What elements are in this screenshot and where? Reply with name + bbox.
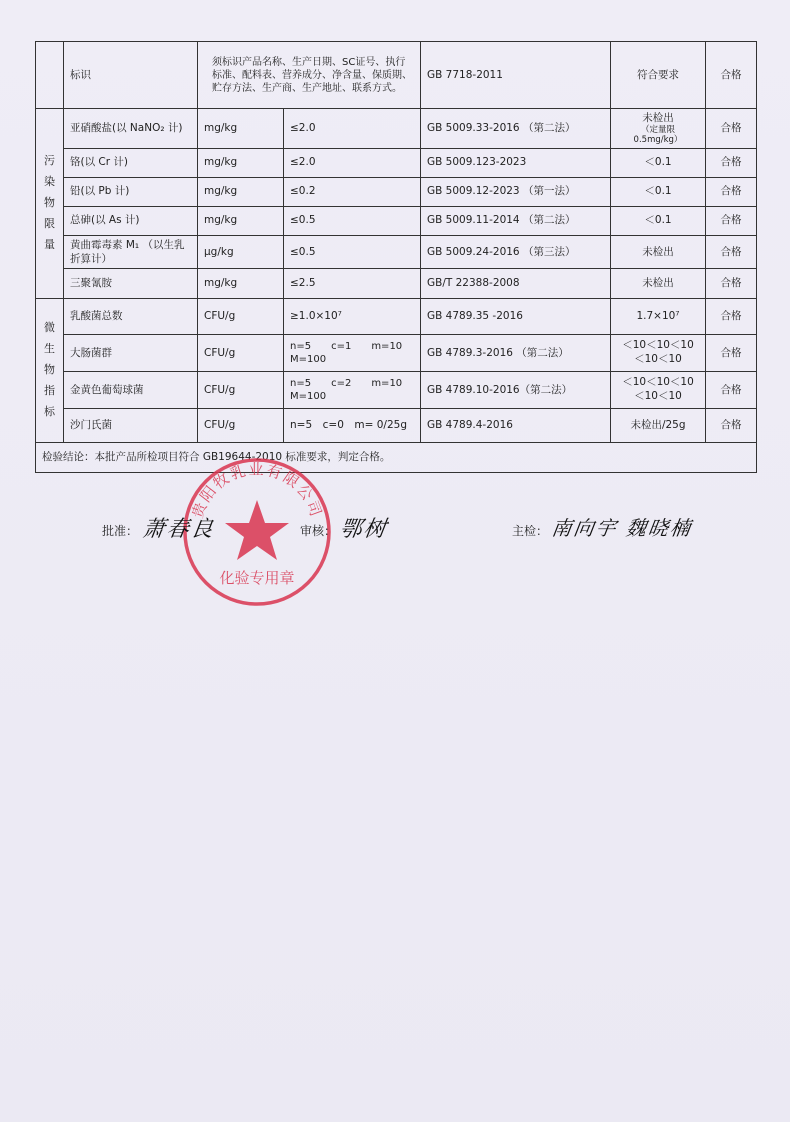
seal-ring-text: 贵阳牧乳业有限公司: [188, 460, 326, 521]
unit-cell: mg/kg: [198, 109, 284, 149]
method-cell: GB 4789.35 -2016: [421, 298, 611, 334]
result-cell: 1.7×10⁷: [611, 298, 706, 334]
result-note-text: 定量限 0.5mg/kg: [633, 125, 676, 146]
unit-cell: CFU/g: [198, 371, 284, 408]
result-cell: 未检出/25g: [611, 408, 706, 442]
conclusion: 检验结论：本批产品所检项目符合 GB19644-2010 标准要求，判定合格。: [36, 442, 757, 472]
result-cell: 符合要求: [611, 42, 706, 109]
standard-cell: ≤0.5: [284, 206, 421, 235]
approve-label: 批准：: [102, 524, 139, 538]
standard-cell: n=5 c=0 m= 0/25g: [284, 408, 421, 442]
verdict-cell: 合格: [706, 206, 757, 235]
result-cell: ＜10＜10＜10 ＜10＜10: [611, 371, 706, 408]
verdict-cell: 合格: [706, 334, 757, 371]
item-cell: 沙门氏菌: [64, 408, 198, 442]
signature-row: [0, 516, 790, 580]
method-cell: GB 5009.123-2023: [421, 148, 611, 177]
review-label: 审核：: [300, 524, 337, 538]
method-cell: GB 5009.24-2016 （第三法）: [421, 235, 611, 268]
method-cell: GB 7718-2011: [421, 42, 611, 109]
standard-cell: ≥1.0×10⁷: [284, 298, 421, 334]
seal-bottom-text: 化验专用章: [219, 569, 295, 587]
result-cell: ＜0.1: [611, 148, 706, 177]
method-cell: GB 5009.33-2016 （第二法）: [421, 109, 611, 149]
item-cell: 金黄色葡萄球菌: [64, 371, 198, 408]
standard-cell: ≤2.0: [284, 148, 421, 177]
result-value: 未检出: [642, 112, 674, 124]
unit-cell: mg/kg: [198, 268, 284, 298]
category-char: 物: [44, 362, 55, 376]
table-row: [36, 148, 757, 177]
table-row: [36, 442, 757, 472]
standard-cell: n=5 c=2 m=10 M=100: [284, 371, 421, 408]
table-row: [36, 206, 757, 235]
table-row: [36, 109, 757, 149]
item-cell: 总砷(以 As 计): [64, 206, 198, 235]
standard-cell: [198, 42, 421, 109]
verdict-cell: 合格: [706, 148, 757, 177]
method-cell: GB/T 22388-2008: [421, 268, 611, 298]
table-row: [36, 298, 757, 334]
table-row: [36, 268, 757, 298]
method-cell: GB 5009.12-2023 （第一法）: [421, 177, 611, 206]
method-cell: GB 4789.10-2016（第二法）: [421, 371, 611, 408]
result-cell: ＜10＜10＜10 ＜10＜10: [611, 334, 706, 371]
category-char: 微: [44, 321, 55, 335]
verdict-cell: 合格: [706, 42, 757, 109]
result-cell: [611, 109, 706, 149]
table-row: [36, 408, 757, 442]
unit-cell: μg/kg: [198, 235, 284, 268]
approve-signature: 萧春良: [140, 517, 217, 542]
category-contaminants: [36, 109, 64, 299]
unit-cell: mg/kg: [198, 206, 284, 235]
item-cell: 大肠菌群: [64, 334, 198, 371]
result-cell: 未检出: [611, 268, 706, 298]
item-cell: 亚硝酸盐(以 NaNO₂ 计): [64, 109, 198, 149]
category-char: 物: [44, 196, 55, 209]
standard-cell: ≤0.2: [284, 177, 421, 206]
item-cell: 黄曲霉毒素 M₁ （以生乳折算计）: [64, 235, 198, 268]
item-cell: 铅(以 Pb 计): [64, 177, 198, 206]
unit-cell: CFU/g: [198, 408, 284, 442]
verdict-cell: 合格: [706, 235, 757, 268]
standard-cell: ≤2.5: [284, 268, 421, 298]
item-cell: 三聚氰胺: [64, 268, 198, 298]
table-row: [36, 177, 757, 206]
result-cell: ＜0.1: [611, 177, 706, 206]
unit-cell: CFU/g: [198, 334, 284, 371]
unit-cell: mg/kg: [198, 148, 284, 177]
verdict-cell: 合格: [706, 298, 757, 334]
unit-cell: CFU/g: [198, 298, 284, 334]
inspection-table: [35, 41, 757, 473]
item-cell: 标识: [64, 42, 198, 109]
inspect-signature: 南向宇 魏晓楠: [550, 516, 694, 540]
method-cell: GB 4789.3-2016 （第二法）: [421, 334, 611, 371]
standard-cell: n=5 c=1 m=10 M=100: [284, 334, 421, 371]
result-cell: 未检出: [611, 235, 706, 268]
standard-cell: ≤2.0: [284, 109, 421, 149]
item-cell: 乳酸菌总数: [64, 298, 198, 334]
category-char: 污: [44, 154, 55, 168]
verdict-cell: 合格: [706, 408, 757, 442]
table-row: [36, 42, 757, 109]
category-char: 染: [44, 175, 55, 189]
verdict-cell: 合格: [706, 268, 757, 298]
category-micro: [36, 298, 64, 442]
category-char: 限: [44, 216, 55, 230]
unit-cell: mg/kg: [198, 177, 284, 206]
table-row: [36, 371, 757, 408]
result-cell: ＜0.1: [611, 206, 706, 235]
verdict-cell: 合格: [706, 371, 757, 408]
category-char: 指: [44, 383, 55, 397]
method-cell: GB 4789.4-2016: [421, 408, 611, 442]
item-cell: 铬(以 Cr 计): [64, 148, 198, 177]
result-note: （定量限 0.5mg/kg）: [633, 125, 683, 146]
category-char: 标: [44, 404, 55, 418]
category-char: 量: [44, 237, 55, 251]
verdict-cell: 合格: [706, 177, 757, 206]
review-signature: 鄂树: [337, 517, 390, 542]
table-row: [36, 334, 757, 371]
verdict-cell: 合格: [706, 109, 757, 149]
category-char: 生: [44, 342, 55, 356]
table-row: [36, 235, 757, 268]
category-cell: [36, 42, 64, 109]
standard-text: 须标识产品名称、生产日期、SC证号、执行标准、配料表、营养成分、净含量、保质期、贮存方法、生产商、生产地址、联系方式。: [212, 56, 412, 94]
inspect-label: 主检：: [512, 524, 549, 538]
method-cell: GB 5009.11-2014 （第二法）: [421, 206, 611, 235]
standard-cell: ≤0.5: [284, 235, 421, 268]
